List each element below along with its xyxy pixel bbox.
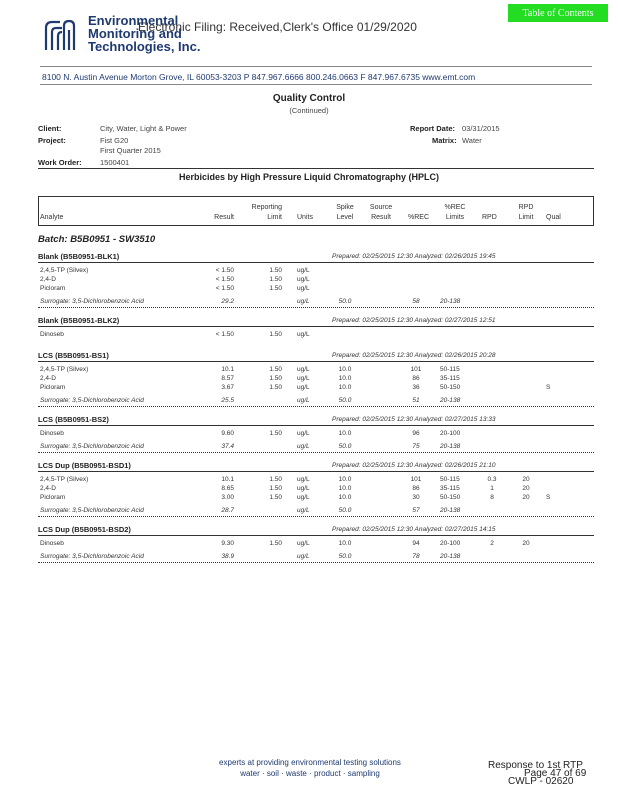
client-label: Client: — [38, 124, 62, 133]
table-cell: 1.50 — [269, 331, 282, 338]
analyte-name: Dinoseb — [40, 331, 64, 338]
group-title: Blank (B5B0951-BLK2) — [38, 316, 120, 325]
col-rpd-limit-2: Limit — [518, 214, 534, 221]
analyte-name: 2,4-D — [40, 485, 56, 492]
surrogate-cell: 50.0 — [338, 298, 352, 305]
company-name: Environmental Monitoring and Technologies, Inc. — [88, 13, 201, 54]
col-spike-1: Spike — [336, 204, 354, 211]
surrogate-divider — [38, 452, 594, 453]
surrogate-cell: 50.0 — [338, 397, 352, 404]
table-cell: 20-100 — [440, 430, 461, 437]
analyte-name: 2,4,5-TP (Silvex) — [40, 366, 89, 373]
group-title: LCS (B5B0951-BS2) — [38, 415, 109, 424]
surrogate-divider — [38, 516, 594, 517]
filing-stamp: Electronic Filing: Received,Clerk's Office 01/29/2020 — [138, 20, 417, 34]
project-value-2: First Quarter 2015 — [100, 146, 161, 155]
col-rec-limits-2: Limits — [445, 214, 465, 221]
footer-services: water · soil · waste · product · sampling — [240, 769, 380, 778]
col-spike-2: Level — [336, 214, 354, 221]
page-title: Quality Control — [272, 93, 346, 104]
table-cell: 1.50 — [269, 384, 282, 391]
surrogate-cell: 20-138 — [440, 397, 461, 404]
analyte-name: 2,4-D — [40, 276, 56, 283]
surrogate-cell: 20-138 — [440, 443, 461, 450]
table-cell: 1.50 — [269, 430, 282, 437]
table-cell: 1.50 — [269, 485, 282, 492]
table-cell: 50-115 — [440, 476, 460, 483]
analyte-name: Dinoseb — [40, 430, 64, 437]
table-cell: 20 — [522, 540, 530, 547]
surrogate-cell: 38.9 — [221, 553, 234, 560]
analyte-name: 2,4-D — [40, 375, 56, 382]
group-divider — [38, 262, 594, 263]
surrogate-cell: ug/L — [297, 397, 310, 404]
table-cell: 20-100 — [440, 540, 461, 547]
report-date-value: 03/31/2015 — [462, 124, 500, 133]
table-cell: ug/L — [297, 331, 310, 338]
table-cell: 9.60 — [221, 430, 234, 437]
client-value: City, Water, Light & Power — [100, 124, 187, 133]
table-cell: 1.50 — [269, 267, 282, 274]
group-divider — [38, 361, 594, 362]
footer-tagline: experts at providing environmental testing solutions — [219, 758, 401, 767]
matrix-value: Water — [462, 136, 482, 145]
table-cell: 1.50 — [269, 276, 282, 283]
group-divider — [38, 326, 594, 327]
table-cell: ug/L — [297, 267, 310, 274]
table-cell: < 1.50 — [215, 285, 234, 292]
analyte-name: 2,4,5-TP (Silvex) — [40, 476, 89, 483]
table-cell: 10.1 — [221, 476, 234, 483]
page-number: Page 47 of 69 — [524, 768, 587, 779]
table-cell: 10.1 — [221, 366, 234, 373]
table-cell: 50-115 — [440, 366, 460, 373]
group-title: LCS Dup (B5B0951-BSD1) — [38, 461, 131, 470]
group-prep-info: Prepared: 02/25/2015 12:30 Analyzed: 02/26/2015 21:10 — [332, 462, 496, 469]
table-cell: 94 — [412, 540, 420, 547]
table-cell: 8 — [490, 494, 494, 501]
group-prep-info: Prepared: 02/25/2015 12:30 Analyzed: 02/27/2015 13:33 — [332, 416, 496, 423]
table-cell: 3.00 — [221, 494, 234, 501]
surrogate-cell: 20-138 — [440, 298, 461, 305]
surrogate-cell: 50.0 — [338, 443, 352, 450]
table-cell: 10.0 — [338, 485, 352, 492]
surrogate-cell: 37.4 — [221, 443, 234, 450]
surrogate-cell: 50.0 — [338, 507, 352, 514]
col-source-1: Source — [369, 204, 393, 211]
surrogate-cell: 75 — [412, 443, 420, 450]
analyte-name: Picloram — [40, 384, 66, 391]
column-header-box — [38, 196, 594, 226]
surrogate-divider — [38, 307, 594, 308]
surrogate-name: Surrogate: 3,5-Dichlorobenzoic Acid — [40, 443, 144, 450]
surrogate-divider — [38, 562, 594, 563]
surrogate-cell: 25.5 — [221, 397, 234, 404]
col-result: Result — [214, 214, 234, 221]
group-divider — [38, 535, 594, 536]
table-cell: ug/L — [297, 384, 310, 391]
group-prep-info: Prepared: 02/25/2015 12:30 Analyzed: 02/27/2015 12:51 — [332, 317, 496, 324]
table-cell: 10.0 — [338, 430, 352, 437]
surrogate-cell: ug/L — [297, 298, 310, 305]
response-label: Response to 1st RTP — [488, 760, 583, 771]
table-cell: 3.67 — [221, 384, 234, 391]
surrogate-cell: ug/L — [297, 553, 310, 560]
matrix-label: Matrix: — [432, 136, 457, 145]
table-cell: < 1.50 — [215, 276, 234, 283]
table-cell: ug/L — [297, 540, 310, 547]
table-cell: 30 — [412, 494, 420, 501]
table-cell: 35-115 — [440, 375, 460, 382]
table-cell: ug/L — [297, 476, 310, 483]
group-divider — [38, 425, 594, 426]
report-date-label: Report Date: — [410, 124, 456, 133]
col-units: Units — [297, 214, 313, 221]
cwlp-number: CWLP - 02620 — [508, 776, 574, 787]
table-cell: < 1.50 — [215, 267, 234, 274]
surrogate-cell: ug/L — [297, 443, 310, 450]
table-cell: 1.50 — [269, 375, 282, 382]
surrogate-cell: 28.7 — [221, 507, 234, 514]
work-order-label: Work Order: — [38, 158, 82, 167]
table-cell: 10.0 — [338, 540, 352, 547]
table-cell: 35-115 — [440, 485, 460, 492]
surrogate-cell: 50.0 — [338, 553, 352, 560]
table-cell: 36 — [412, 384, 420, 391]
table-cell: 20 — [522, 476, 530, 483]
col-rec-limits-1: %REC — [444, 204, 466, 211]
table-cell: 8.65 — [221, 485, 234, 492]
batch-title: Batch: B5B0951 - SW3510 — [38, 234, 156, 245]
surrogate-cell: 51 — [412, 397, 420, 404]
table-cell: 10.0 — [338, 384, 352, 391]
col-qual: Qual — [546, 214, 561, 221]
table-cell: 1.50 — [269, 494, 282, 501]
group-divider — [38, 471, 594, 472]
surrogate-cell: 29.2 — [221, 298, 234, 305]
table-cell: ug/L — [297, 375, 310, 382]
table-cell: 101 — [410, 366, 422, 373]
info-divider — [38, 168, 594, 169]
company-address: 8100 N. Austin Avenue Morton Grove, IL 60053-3203 P 847.967.6666 800.246.0663 F 847.967.6735 www.emt.com — [42, 72, 476, 82]
surrogate-name: Surrogate: 3,5-Dichlorobenzoic Acid — [40, 553, 144, 560]
group-title: Blank (B5B0951-BLK1) — [38, 252, 120, 261]
table-cell: ug/L — [297, 366, 310, 373]
table-cell: ug/L — [297, 276, 310, 283]
work-order-value: 1500401 — [100, 158, 130, 167]
analyte-name: Dinoseb — [40, 540, 64, 547]
table-cell: 101 — [410, 476, 422, 483]
group-prep-info: Prepared: 02/25/2015 12:30 Analyzed: 02/26/2015 20:28 — [332, 352, 496, 359]
group-prep-info: Prepared: 02/25/2015 12:30 Analyzed: 02/27/2015 14:15 — [332, 526, 496, 533]
table-cell: 1.50 — [269, 476, 282, 483]
table-cell: ug/L — [297, 285, 310, 292]
group-prep-info: Prepared: 02/25/2015 12:30 Analyzed: 02/26/2015 19:45 — [332, 253, 496, 260]
table-cell: 1 — [490, 485, 494, 492]
table-cell: 86 — [412, 485, 420, 492]
table-cell: < 1.50 — [215, 331, 234, 338]
col-rl-1: Reporting — [251, 204, 282, 211]
col-source-2: Result — [371, 214, 391, 221]
table-cell: 86 — [412, 375, 420, 382]
group-title: LCS (B5B0951-BS1) — [38, 351, 109, 360]
table-cell: S — [546, 494, 551, 501]
table-cell: 10.0 — [338, 494, 352, 501]
table-cell: 1.50 — [269, 540, 282, 547]
table-cell: 8.57 — [221, 375, 234, 382]
surrogate-cell: 57 — [412, 507, 420, 514]
table-cell: 10.0 — [338, 366, 352, 373]
table-cell: 20 — [522, 494, 530, 501]
surrogate-name: Surrogate: 3,5-Dichlorobenzoic Acid — [40, 507, 144, 514]
analyte-name: Picloram — [40, 494, 66, 501]
table-cell: 50-150 — [440, 494, 461, 501]
section-title: Herbicides by High Pressure Liquid Chromatography (HPLC) — [178, 172, 440, 182]
analyte-name: Picloram — [40, 285, 66, 292]
table-cell: 0.3 — [487, 476, 497, 483]
surrogate-cell: ug/L — [297, 507, 310, 514]
table-cell: ug/L — [297, 494, 310, 501]
surrogate-cell: 20-138 — [440, 553, 461, 560]
col-rpd: RPD — [482, 214, 497, 221]
page-subtitle: (Continued) — [289, 106, 329, 115]
surrogate-cell: 58 — [412, 298, 420, 305]
surrogate-cell: 20-138 — [440, 507, 461, 514]
col-rpd-limit-1: RPD — [518, 204, 534, 211]
group-title: LCS Dup (B5B0951-BSD2) — [38, 525, 131, 534]
table-cell: 1.50 — [269, 285, 282, 292]
table-cell: 10.0 — [338, 375, 352, 382]
header-divider — [40, 66, 592, 67]
col-rec: %REC — [408, 214, 430, 221]
table-of-contents-button[interactable]: Table of Contents — [508, 4, 608, 22]
table-cell: ug/L — [297, 485, 310, 492]
table-cell: 2 — [490, 540, 494, 547]
table-cell: 96 — [412, 430, 420, 437]
emt-logo-icon — [42, 18, 82, 52]
table-cell: ug/L — [297, 430, 310, 437]
surrogate-cell: 78 — [412, 553, 420, 560]
surrogate-divider — [38, 406, 594, 407]
col-rl-2: Limit — [267, 214, 282, 221]
col-analyte: Analyte — [40, 214, 64, 221]
table-cell: S — [546, 384, 551, 391]
table-cell: 10.0 — [338, 476, 352, 483]
surrogate-name: Surrogate: 3,5-Dichlorobenzoic Acid — [40, 397, 144, 404]
analyte-name: 2,4,5-TP (Silvex) — [40, 267, 89, 274]
table-cell: 9.30 — [221, 540, 234, 547]
table-cell: 1.50 — [269, 366, 282, 373]
table-cell: 50-150 — [440, 384, 461, 391]
address-divider — [40, 84, 592, 85]
project-label: Project: — [38, 136, 66, 145]
table-cell: 20 — [522, 485, 530, 492]
project-value: Fist G20 — [100, 136, 129, 145]
surrogate-name: Surrogate: 3,5-Dichlorobenzoic Acid — [40, 298, 144, 305]
